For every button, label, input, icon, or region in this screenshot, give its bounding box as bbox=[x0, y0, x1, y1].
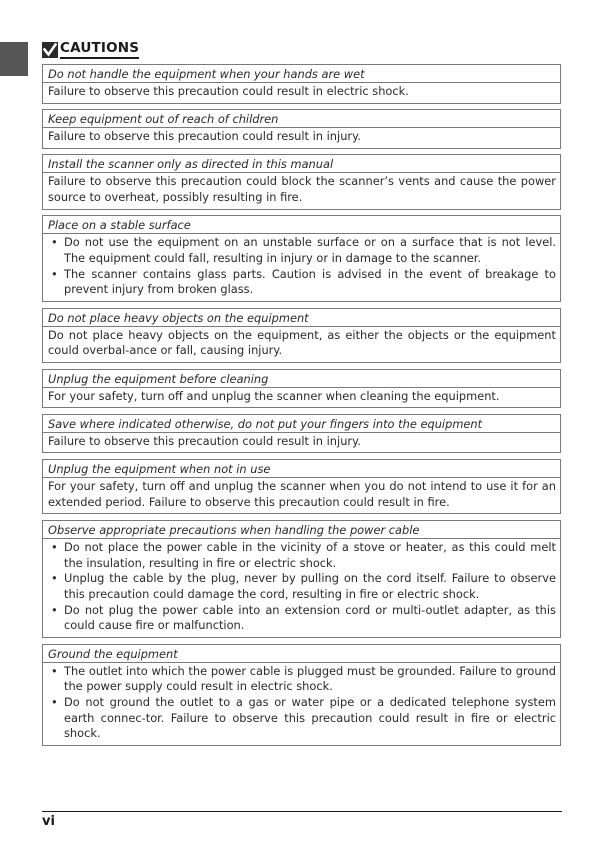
caution-text: Failure to observe this precaution could result in electric shock. bbox=[48, 84, 409, 98]
list-item-text: Unplug the cable by the plug, never by pulling on the cord itself. Failure to observe this precaution could damage the cord, resulting in fire or electric shock. bbox=[64, 571, 556, 601]
caution-title: Keep equipment out of reach of children bbox=[43, 112, 560, 128]
caution-box bbox=[42, 369, 561, 409]
list-item bbox=[48, 267, 556, 298]
list-item-text: Do not place the power cable in the vicinity of a stove or heater, as this could melt the insulation, resulting in fire or electric shock. bbox=[64, 539, 556, 570]
caution-text: For your safety, turn off and unplug the scanner when you do not intend to use it for an extended period. Failure to observe this precaution could result in fire. bbox=[48, 478, 556, 509]
cautions-list bbox=[42, 64, 561, 752]
caution-box bbox=[42, 414, 561, 454]
caution-title: Install the scanner only as directed in this manual bbox=[43, 157, 560, 173]
list-item bbox=[48, 235, 556, 266]
caution-title: Save where indicated otherwise, do not put your fingers into the equipment bbox=[43, 417, 560, 433]
bullet-icon: • bbox=[51, 235, 58, 250]
list-item bbox=[48, 571, 556, 602]
caution-title: Do not place heavy objects on the equipment bbox=[43, 311, 560, 327]
footer-rule bbox=[42, 811, 562, 812]
list-item bbox=[48, 695, 556, 742]
list-item-text: Do not plug the power cable into an extension cord or multi-outlet adapter, as this could cause fire or malfunction. bbox=[64, 602, 556, 633]
caution-box bbox=[42, 154, 561, 209]
list-item-text: The outlet into which the power cable is plugged must be grounded. Failure to ground the power supply could result in electric shock. bbox=[64, 663, 556, 694]
caution-box bbox=[42, 520, 561, 638]
section-tab-marker bbox=[0, 42, 28, 76]
list-item-text: Do not ground the outlet to a gas or water pipe or a dedicated telephone system earth connec-tor. Failure to observe this precaution could result in fire or electric shock. bbox=[64, 694, 556, 741]
check-mark-icon bbox=[42, 42, 58, 58]
caution-box bbox=[42, 644, 561, 747]
caution-text: Failure to observe this precaution could block the scanner’s vents and cause the power source to overheat, possibly resulting in fire. bbox=[48, 174, 556, 205]
bullet-icon: • bbox=[51, 539, 58, 554]
list-item-text: The scanner contains glass parts. Caution is advised in the event of breakage to prevent injury from broken glass. bbox=[64, 266, 556, 297]
caution-bullets bbox=[48, 540, 556, 634]
list-item-text: Do not use the equipment on an unstable surface or on a surface that is not level. The equipment could fall, resulting in injury or in damage to the scanner. bbox=[64, 235, 556, 266]
caution-title: Place on a stable surface bbox=[43, 218, 560, 234]
caution-title: Unplug the equipment before cleaning bbox=[43, 372, 560, 388]
caution-box bbox=[42, 215, 561, 302]
caution-title: Unplug the equipment when not in use bbox=[43, 462, 560, 478]
page-number: vi bbox=[42, 814, 55, 829]
bullet-icon: • bbox=[51, 571, 58, 586]
caution-title: Do not handle the equipment when your hands are wet bbox=[43, 67, 560, 83]
caution-text: For your safety, turn off and unplug the scanner when cleaning the equipment. bbox=[48, 388, 500, 403]
caution-box bbox=[42, 64, 561, 104]
caution-title: Observe appropriate precautions when handling the power cable bbox=[43, 523, 560, 539]
caution-box bbox=[42, 459, 561, 514]
bullet-icon: • bbox=[51, 663, 58, 678]
caution-text: Do not place heavy objects on the equipment, as either the objects or the equipment could overbal-ance or fall, causing injury. bbox=[48, 327, 556, 358]
cautions-heading-label: CAUTIONS bbox=[60, 40, 139, 59]
caution-box bbox=[42, 308, 561, 363]
list-item bbox=[48, 664, 556, 695]
caution-text: Failure to observe this precaution could result in injury. bbox=[48, 433, 361, 448]
caution-box bbox=[42, 109, 561, 149]
list-item bbox=[48, 540, 556, 571]
caution-title: Ground the equipment bbox=[43, 647, 560, 663]
bullet-icon: • bbox=[51, 266, 58, 281]
caution-text: Failure to observe this precaution could result in injury. bbox=[48, 129, 361, 144]
caution-bullets bbox=[48, 664, 556, 743]
list-item bbox=[48, 603, 556, 634]
caution-bullets bbox=[48, 235, 556, 298]
bullet-icon: • bbox=[51, 694, 58, 709]
cautions-heading bbox=[42, 40, 139, 59]
bullet-icon: • bbox=[51, 602, 58, 617]
